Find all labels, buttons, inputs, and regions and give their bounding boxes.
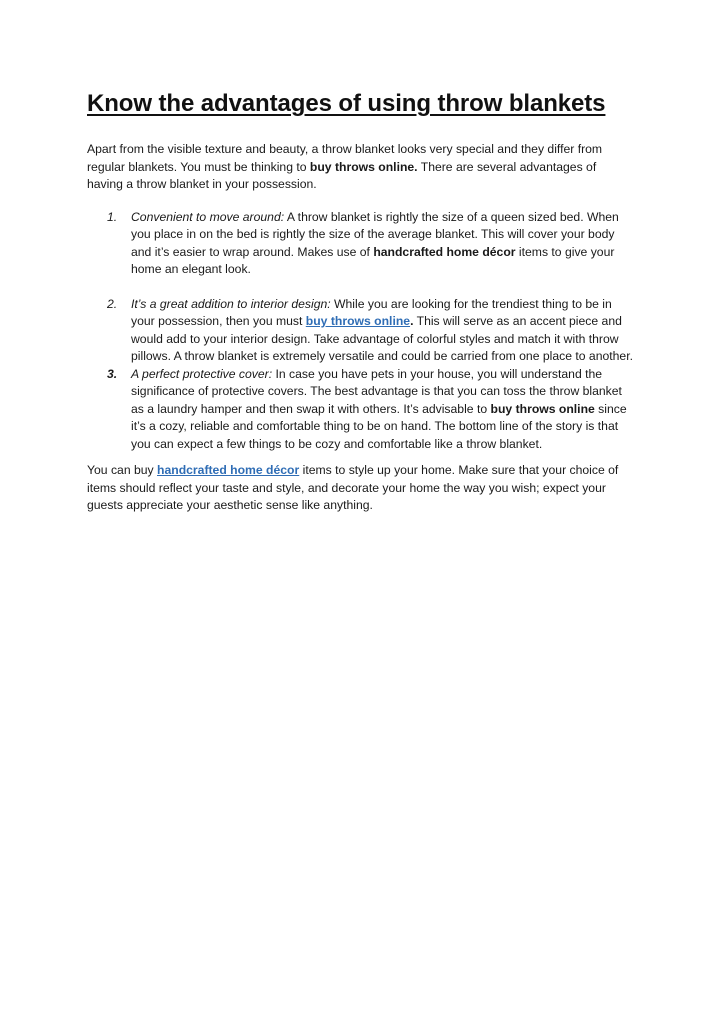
list-item-bold-keyword: handcrafted home décor [373, 244, 516, 259]
list-item-text: items to give your home an elegant look. [131, 244, 615, 276]
list-item [107, 209, 634, 279]
list-item-number: 1. [107, 209, 118, 224]
intro-text-2: There are several advantages of having a throw blanket in your possession. [87, 159, 597, 191]
list-item-text: While you are looking for the trendiest thing to be in your possession, then you must [131, 296, 612, 328]
list-item-text: This will serve as an accent piece and would add to your interior design. Take advantage of colorful styles and match it with throw pillows. A throw blanket is extremely versatile and could be carried from one place to another. [131, 314, 633, 363]
buy-throws-online-link[interactable]: buy throws online [305, 314, 411, 328]
link-trailing-dot: . [410, 314, 414, 328]
list-item-heading: It’s a great addition to interior design: [131, 296, 331, 311]
closing-paragraph [87, 462, 634, 515]
list-item [107, 366, 634, 454]
handcrafted-home-decor-link[interactable]: handcrafted home décor [157, 463, 300, 477]
list-item-text: since it’s a cozy, reliable and comfortable thing to be on hand. The bottom line of the story is that you can expect a few things to be cozy and comfortable like a throw blanket. [131, 401, 627, 451]
closing-text-1: You can buy [87, 463, 158, 477]
page-title: Know the advantages of using throw blankets [87, 90, 606, 117]
list-item-bold-keyword: buy throws online [490, 401, 595, 416]
intro-bold-keyword: buy throws online. [309, 159, 418, 174]
list-item-number: 2. [107, 296, 118, 311]
intro-text-1: Apart from the visible texture and beauty, a throw blanket looks very special and they differ from regular blankets. You must be thinking to [87, 142, 603, 174]
list-item-heading: A perfect protective cover: [131, 366, 273, 381]
list-item [107, 296, 634, 366]
list-item-heading: Convenient to move around: [131, 209, 285, 224]
list-item-text: In case you have pets in your house, you will understand the significance of protective covers. The best advantage is that you can toss the throw blanket as a laundry hamper and then swap it with others. It’s advisable to [131, 366, 622, 416]
list-item-number: 3. [107, 366, 118, 381]
intro-paragraph [87, 141, 634, 194]
closing-text-2: items to style up your home. Make sure that your choice of items should reflect your taste and style, and decorate your home the way you wish; expect your guests appreciate your aesthetic sense like anything. [87, 463, 619, 512]
list-item-text: A throw blanket is rightly the size of a queen sized bed. When you place in on the bed is rightly the size of the average blanket. This will cover your body and it’s easier to wrap around. Makes use of [131, 209, 619, 259]
advantages-list [87, 209, 634, 454]
